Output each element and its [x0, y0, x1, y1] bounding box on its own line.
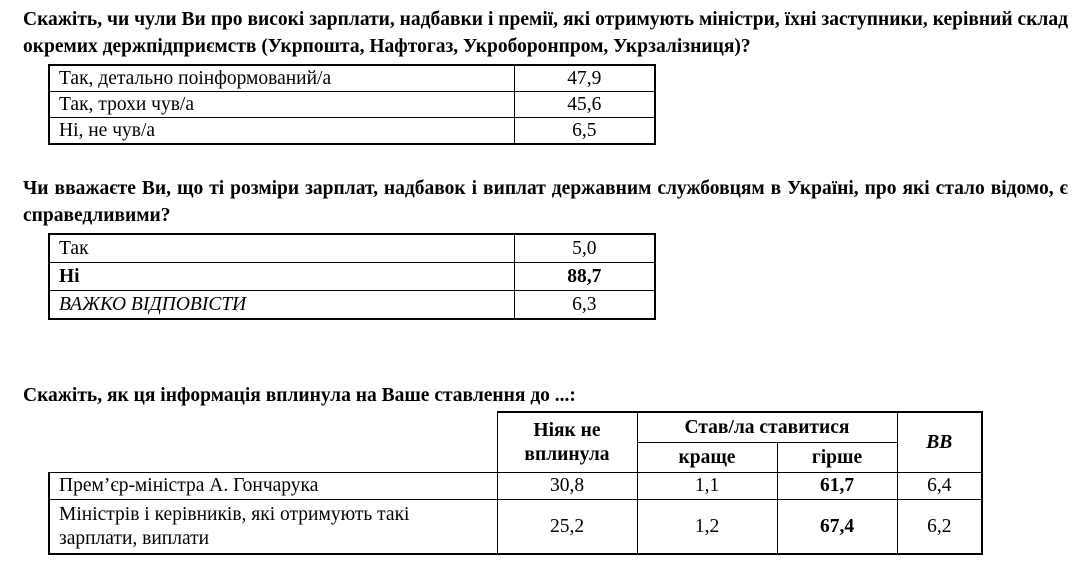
table-row — [49, 65, 655, 92]
col-header-no-influence: Ніяк не вплинула — [497, 412, 637, 473]
answer-value: 45,6 — [514, 92, 655, 118]
answer-label: Ні, не чув/а — [49, 118, 514, 145]
subject-label: Прем’єр-міністра А. Гончарука — [49, 473, 497, 500]
table-row — [49, 234, 655, 263]
col-header-worse: гірше — [777, 443, 897, 473]
answer-value: 6,5 — [514, 118, 655, 145]
value-dk: 6,2 — [897, 500, 982, 555]
value-better: 1,1 — [637, 473, 777, 500]
answer-value: 5,0 — [514, 234, 655, 263]
question-3: Скажіть, як ця інформація вплинула на Ваше ставлення до ...: — [23, 385, 576, 406]
table-row — [49, 291, 655, 320]
value-dk: 6,4 — [897, 473, 982, 500]
answer-value: 6,3 — [514, 291, 655, 320]
fairness-table — [48, 233, 656, 320]
answer-value: 47,9 — [514, 65, 655, 92]
question-2: Чи вважаєте Ви, що ті розміри зарплат, надбавок і виплат державним службовцям в Україні, про які стало відомо, є справедливими? — [23, 178, 1068, 226]
table-row — [49, 473, 982, 500]
col-header-better: краще — [637, 443, 777, 473]
table-row — [49, 92, 655, 118]
answer-value: 88,7 — [514, 263, 655, 291]
answer-label: Так, детально поінформований/а — [49, 65, 514, 92]
col-header-attitude-changed: Став/ла ставитися — [637, 412, 897, 443]
value-better: 1,2 — [637, 500, 777, 555]
empty-corner-cell — [49, 412, 497, 473]
table-row — [49, 263, 655, 291]
answer-label: Так — [49, 234, 514, 263]
value-no-influence: 25,2 — [497, 500, 637, 555]
col-header-dk: ВВ — [897, 412, 982, 473]
answer-label: Ні — [49, 263, 514, 291]
question-1: Скажіть, чи чули Ви про високі зарплати, надбавки і премії, які отримують міністри, їхні заступники, керівний склад окремих держпідприємств (Укрпошта, Нафтогаз, Укроборонпром, Укрзалізниця)? — [23, 9, 1068, 57]
table-row — [49, 118, 655, 145]
table-row — [49, 500, 982, 555]
awareness-table — [48, 64, 656, 145]
value-no-influence: 30,8 — [497, 473, 637, 500]
value-worse: 61,7 — [777, 473, 897, 500]
attitude-table — [48, 411, 983, 555]
header-row-top — [49, 412, 982, 443]
value-worse: 67,4 — [777, 500, 897, 555]
answer-label: ВАЖКО ВІДПОВІСТИ — [49, 291, 514, 320]
subject-label: Міністрів і керівників, які отримують такі зарплати, виплати — [49, 500, 497, 555]
answer-label: Так, трохи чув/а — [49, 92, 514, 118]
